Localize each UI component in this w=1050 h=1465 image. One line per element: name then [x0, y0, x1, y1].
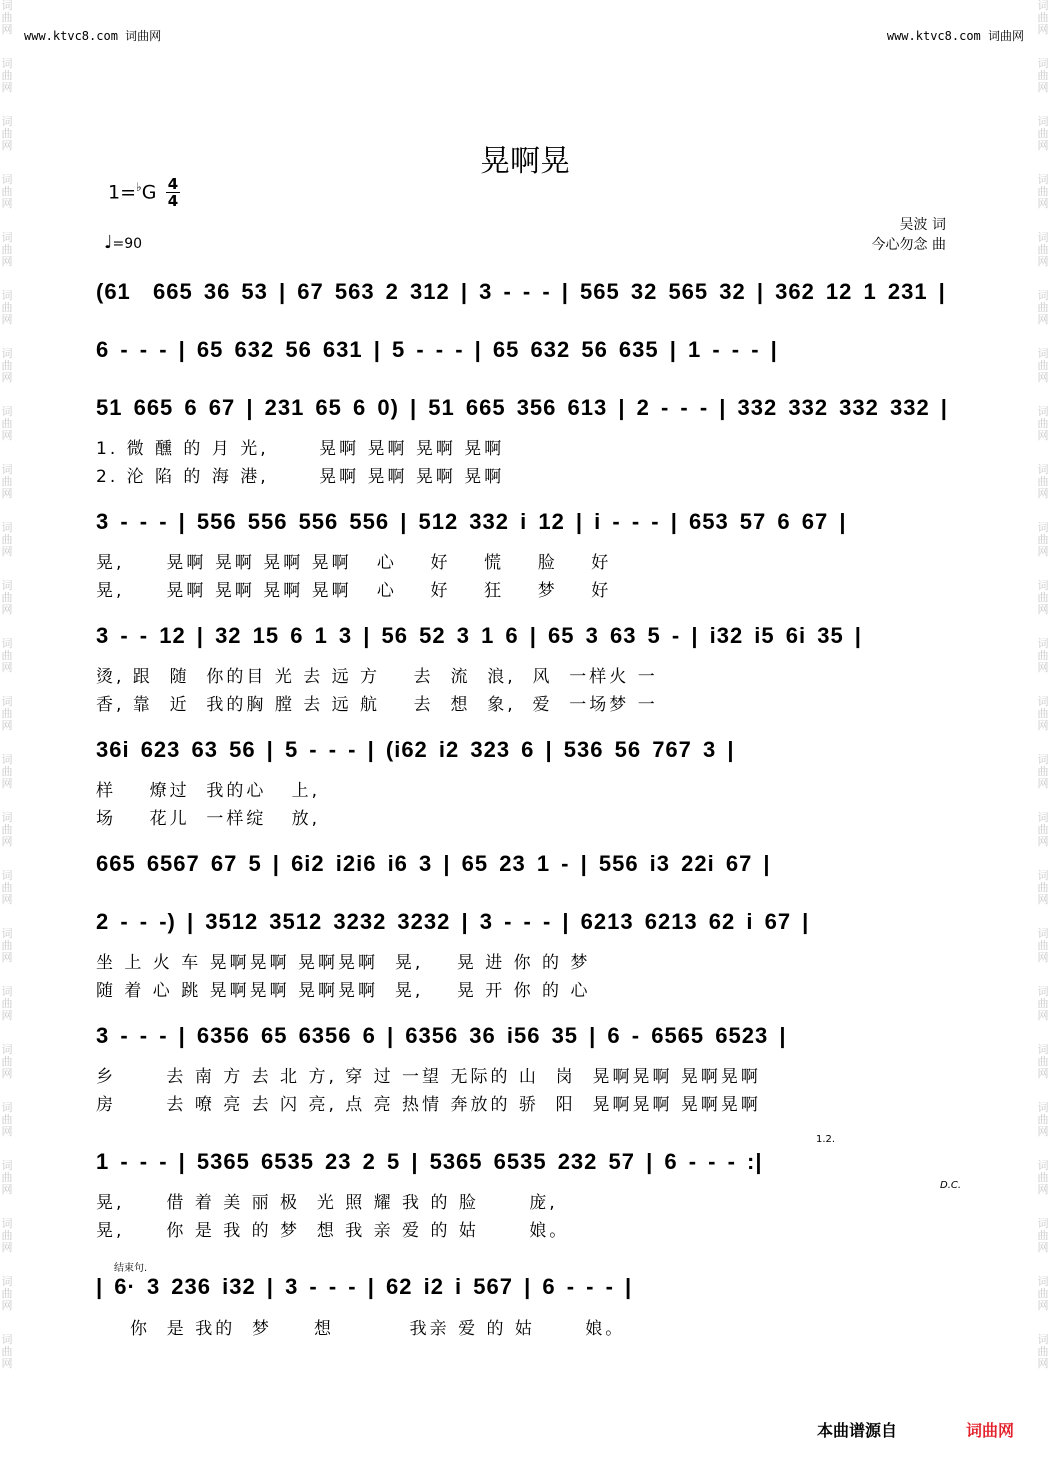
- edge-watermark-text: 词 曲 网: [1, 405, 13, 442]
- lyric-line: 烫, 跟 随 你的目 光 去 远 方 去 流 浪, 风 一样火 一: [96, 667, 658, 687]
- score-row-9: 3 - - - | 6356 65 6356 6 | 6356 36 i56 35 | 6 - 6565 6523 |: [96, 1023, 787, 1048]
- edge-watermark-text: 词 曲 网: [1037, 1159, 1049, 1196]
- edge-watermark-text: 词 曲 网: [1037, 521, 1049, 558]
- edge-watermark-text: 词 曲 网: [1, 985, 13, 1022]
- time-denominator: 4: [167, 192, 179, 210]
- edge-watermark-text: 词 曲 网: [1, 753, 13, 790]
- edge-watermark-text: 词 曲 网: [1, 1101, 13, 1138]
- score-row-5: 3 - - 12 | 32 15 6 1 3 | 56 52 3 1 6 | 65 3 63 5 - | i32 i5 6i 35 |: [96, 623, 862, 648]
- edge-watermark-text: 词 曲 网: [1, 57, 13, 94]
- edge-watermark-text: 词 曲 网: [1037, 1333, 1049, 1370]
- edge-watermark-text: 词 曲 网: [1, 927, 13, 964]
- score-row-3: 51 665 6 67 | 231 65 6 0) | 51 665 356 613 | 2 - - - | 332 332 332 332 |: [96, 395, 948, 420]
- lyric-line: 场 花儿 一样绽 放,: [96, 809, 321, 829]
- edge-watermark-text: 词 曲 网: [1, 289, 13, 326]
- edge-watermark-text: 词 曲 网: [1037, 695, 1049, 732]
- edge-watermark-text: 词 曲 网: [1037, 347, 1049, 384]
- lyricist-credit: 吴波 词: [899, 217, 946, 233]
- edge-watermark-text: 词 曲 网: [1, 869, 13, 906]
- quarter-note-icon: ♩: [104, 232, 113, 253]
- edge-watermark-text: 词 曲 网: [1, 1333, 13, 1370]
- song-title: 晃啊晃: [480, 145, 570, 178]
- tempo-mark: [104, 232, 142, 253]
- edge-watermark-text: 词 曲 网: [1037, 115, 1049, 152]
- edge-watermark-text: 词 曲 网: [1, 1217, 13, 1254]
- flat-sign: ♭: [136, 180, 142, 194]
- lyric-line: 香, 靠 近 我的胸 膛 去 远 航 去 想 象, 爱 一场梦 一: [96, 695, 658, 715]
- edge-watermark-text: 词 曲 网: [1, 695, 13, 732]
- edge-watermark-text: 词 曲 网: [1, 347, 13, 384]
- edge-watermark-text: 词 曲 网: [1037, 1043, 1049, 1080]
- volta-label: 1.2.: [816, 1134, 836, 1145]
- score-row-10: 1 - - - | 5365 6535 23 2 5 | 5365 6535 232 57 | 6 - - - :|: [96, 1149, 763, 1174]
- edge-watermark-text: 词 曲 网: [1037, 869, 1049, 906]
- lyric-line: 乡 去 南 方 去 北 方, 穿 过 一望 无际的 山 岗 晃啊晃啊 晃啊晃啊: [96, 1067, 761, 1087]
- edge-watermark-text: 词 曲 网: [1037, 1217, 1049, 1254]
- edge-watermark-text: 词 曲 网: [1, 231, 13, 268]
- edge-watermark-text: 词 曲 网: [1037, 405, 1049, 442]
- edge-watermark-text: 词 曲 网: [1037, 57, 1049, 94]
- dc-label: D.C.: [940, 1180, 962, 1191]
- edge-watermark-text: 词 曲 网: [1, 0, 13, 36]
- watermark-url-left[interactable]: www.ktvc8.com 词曲网: [24, 29, 162, 43]
- lyric-line: 晃, 晃啊 晃啊 晃啊 晃啊 心 好 慌 脸 好: [96, 553, 612, 573]
- lyric-line: 晃, 你 是 我 的 梦 想 我 亲 爱 的 姑 娘。: [96, 1221, 570, 1241]
- score-row-8: 2 - - -) | 3512 3512 3232 3232 | 3 - - - | 6213 6213 62 i 67 |: [96, 909, 810, 934]
- lyric-line: 2. 沦 陷 的 海 港, 晃啊 晃啊 晃啊 晃啊: [96, 467, 505, 487]
- time-numerator: 4: [167, 175, 179, 193]
- time-signature: [166, 176, 180, 209]
- composer-credit: 今心勿念 曲: [871, 237, 946, 253]
- score-row-1: (61 665 36 53 | 67 563 2 312 | 3 - - - | 565 32 565 32 | 362 12 1 231 |: [96, 279, 946, 304]
- lyric-line: 1. 微 醺 的 月 光, 晃啊 晃啊 晃啊 晃啊: [96, 439, 505, 459]
- edge-watermark-text: 词 曲 网: [1, 1275, 13, 1312]
- edge-watermark-text: 词 曲 网: [1037, 0, 1049, 36]
- lyric-line: 样 燎过 我的心 上,: [96, 781, 321, 801]
- edge-watermark-text: 词 曲 网: [1037, 289, 1049, 326]
- lyric-line: 你 是 我的 梦 想 我亲 爱 的 姑 娘。: [130, 1319, 626, 1339]
- key-signature: [108, 175, 179, 210]
- footer-brand-link[interactable]: 词曲网: [966, 1421, 1015, 1440]
- score-row-2: 6 - - - | 65 632 56 631 | 5 - - - | 65 632 56 635 | 1 - - - |: [96, 337, 778, 362]
- edge-watermark-text: 词 曲 网: [1037, 637, 1049, 674]
- lyric-line: 房 去 嘹 亮 去 闪 亮, 点 亮 热情 奔放的 骄 阳 晃啊晃啊 晃啊晃啊: [96, 1095, 761, 1115]
- footer-source-text: 本曲谱源自: [817, 1421, 898, 1440]
- lyric-line: 晃, 借 着 美 丽 极 光 照 耀 我 的 脸 庞,: [96, 1193, 558, 1213]
- edge-watermark-text: 词 曲 网: [1, 811, 13, 848]
- watermark-url-right[interactable]: www.ktvc8.com 词曲网: [886, 29, 1024, 43]
- edge-watermark-text: 词 曲 网: [1, 1159, 13, 1196]
- edge-watermark-text: 词 曲 网: [1037, 985, 1049, 1022]
- coda-label: 结束句.: [114, 1263, 148, 1274]
- lyric-line: 坐 上 火 车 晃啊晃啊 晃啊晃啊 晃, 晃 进 你 的 梦: [96, 953, 591, 973]
- edge-watermark-text: 词 曲 网: [1, 579, 13, 616]
- lyric-line: 晃, 晃啊 晃啊 晃啊 晃啊 心 好 狂 梦 好: [96, 581, 612, 601]
- edge-watermark-text: 词 曲 网: [1037, 231, 1049, 268]
- edge-watermark-text: 词 曲 网: [1037, 927, 1049, 964]
- tempo-value: =90: [112, 236, 143, 252]
- edge-watermark-text: 词 曲 网: [1037, 579, 1049, 616]
- score-row-11: | 6· 3 236 i32 | 3 - - - | 62 i2 i 567 | 6 - - - |: [96, 1274, 633, 1299]
- edge-watermark-text: 词 曲 网: [1037, 1275, 1049, 1312]
- score-row-7: 665 6567 67 5 | 6i2 i2i6 i6 3 | 65 23 1 - | 556 i3 22i 67 |: [96, 851, 771, 876]
- edge-watermark-text: 词 曲 网: [1037, 173, 1049, 210]
- edge-watermark-text: 词 曲 网: [1, 521, 13, 558]
- lyric-line: 随 着 心 跳 晃啊晃啊 晃啊晃啊 晃, 晃 开 你 的 心: [96, 981, 591, 1001]
- edge-watermark-text: 词 曲 网: [1037, 463, 1049, 500]
- key-name: G: [141, 181, 157, 204]
- edge-watermark-text: 词 曲 网: [1037, 753, 1049, 790]
- edge-watermark-text: 词 曲 网: [1037, 811, 1049, 848]
- right-watermark-strip: [1036, 0, 1050, 1465]
- edge-watermark-text: 词 曲 网: [1037, 1101, 1049, 1138]
- edge-watermark-text: 词 曲 网: [1, 115, 13, 152]
- left-watermark-strip: [0, 0, 14, 1465]
- edge-watermark-text: 词 曲 网: [1, 173, 13, 210]
- edge-watermark-text: 词 曲 网: [1, 637, 13, 674]
- edge-watermark-text: 词 曲 网: [1, 1043, 13, 1080]
- edge-watermark-text: 词 曲 网: [1, 463, 13, 500]
- score-row-4: 3 - - - | 556 556 556 556 | 512 332 i 12 | i - - - | 653 57 6 67 |: [96, 509, 847, 534]
- key-prefix: 1=: [108, 181, 137, 204]
- score-row-6: 36i 623 63 56 | 5 - - - | (i62 i2 323 6 | 536 56 767 3 |: [96, 737, 735, 762]
